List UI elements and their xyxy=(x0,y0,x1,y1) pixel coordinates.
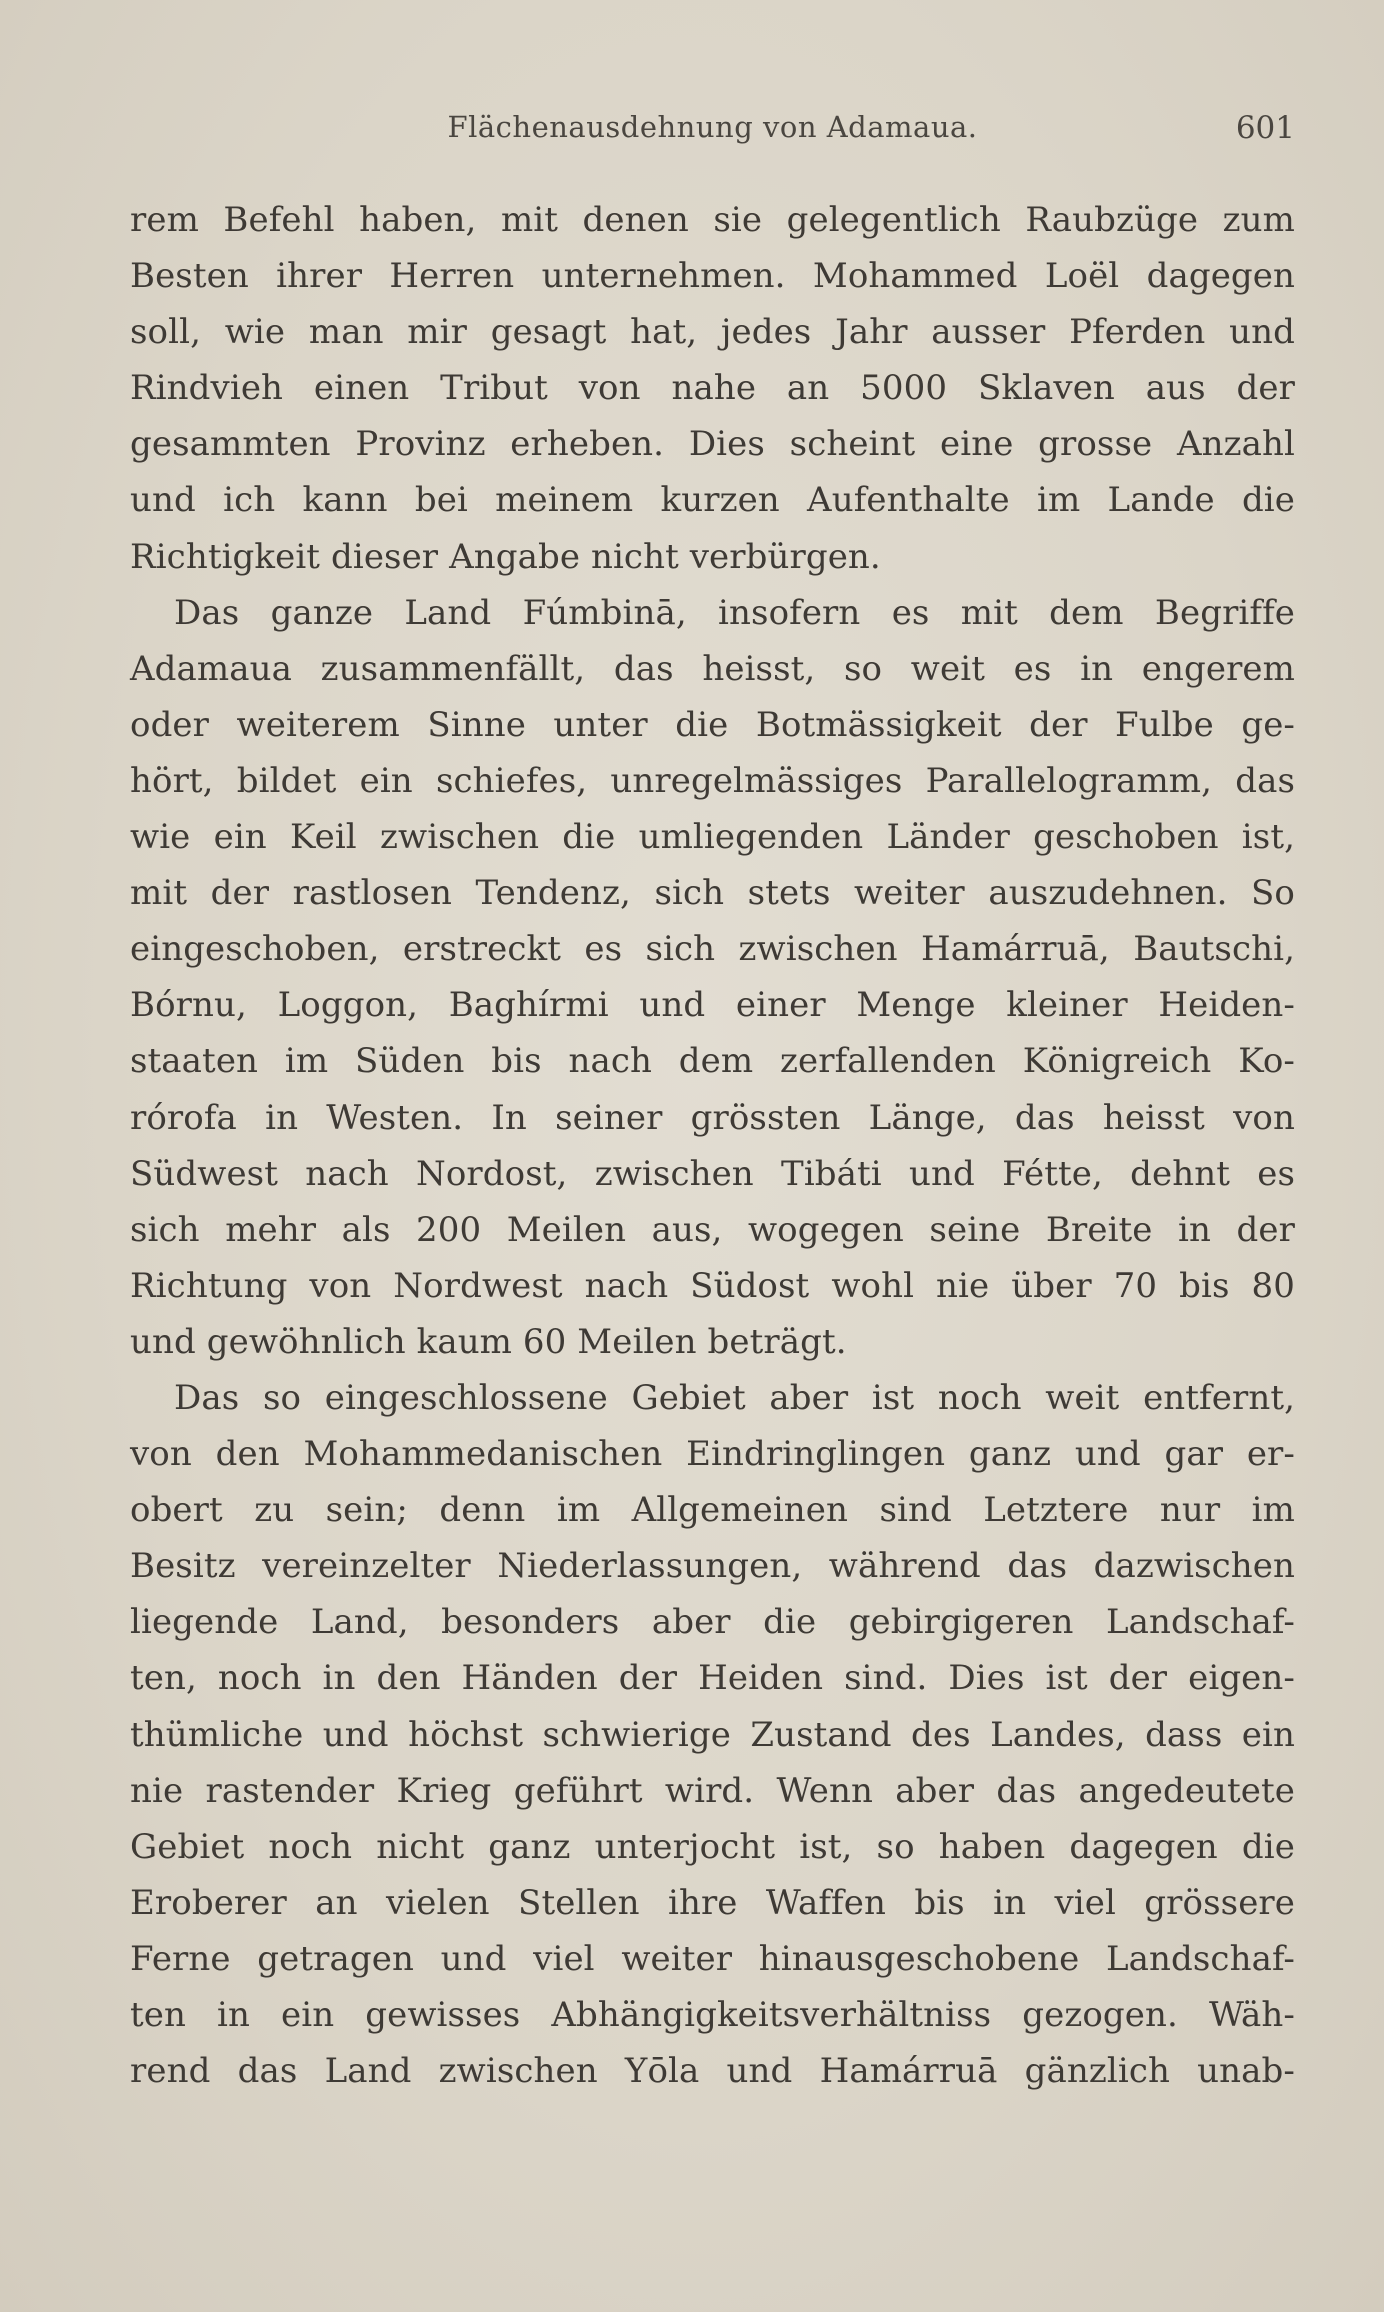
text-line: Bórnu, Loggon, Baghírmi und einer Menge kleiner Heiden- xyxy=(130,985,1295,1026)
text-line: ten in ein gewisses Abhängigkeitsverhältniss gezogen. Wäh- xyxy=(130,1995,1295,2035)
text-line: Richtigkeit dieser Angabe nicht verbürgen. xyxy=(130,536,881,577)
text-line: Das ganze Land Fúmbinā, insofern es mit dem Begriffe xyxy=(174,592,1295,633)
text-line: liegende Land, besonders aber die gebirgigeren Landschaf- xyxy=(130,1602,1295,1643)
text-line: Gebiet noch nicht ganz unterjocht ist, so haben dagegen die xyxy=(130,1826,1295,1867)
running-title: Flächenausdehnung von Adamaua. xyxy=(447,110,978,144)
text-line: rórofa in Westen. In seiner grössten Länge, das heisst von xyxy=(130,1097,1295,1138)
text-line: staaten im Süden bis nach dem zerfallenden Königreich Ko- xyxy=(130,1041,1295,1082)
text-line: mit der rastlosen Tendenz, sich stets weiter auszudehnen. So xyxy=(130,873,1295,914)
text-line: nie rastender Krieg geführt wird. Wenn aber das angedeutete xyxy=(130,1770,1295,1811)
text-line: Südwest nach Nordost, zwischen Tibáti und Fétte, dehnt es xyxy=(130,1153,1295,1194)
text-line: oder weiterem Sinne unter die Botmässigkeit der Fulbe ge- xyxy=(130,704,1295,745)
text-line: eingeschoben, erstreckt es sich zwischen Hamárruā, Bautschi, xyxy=(130,929,1295,970)
text-line: Ferne getragen und viel weiter hinausgeschobene Landschaf- xyxy=(130,1938,1295,1979)
text-line: Das so eingeschlossene Gebiet aber ist noch weit entfernt, xyxy=(174,1377,1295,1418)
text-line: hört, bildet ein schiefes, unregelmässiges Parallelogramm, das xyxy=(130,760,1295,801)
text-line: von den Mohammedanischen Eindringlingen ganz und gar er- xyxy=(130,1434,1295,1475)
body-text xyxy=(130,192,1295,2099)
text-line: Adamaua zusammenfällt, das heisst, so weit es in engerem xyxy=(130,648,1295,689)
text-line: Besitz vereinzelter Niederlassungen, während das dazwischen xyxy=(130,1546,1295,1587)
text-line: und ich kann bei meinem kurzen Aufenthalte im Lande die xyxy=(130,480,1295,521)
text-line: rend das Land zwischen Yōla und Hamárruā gänzlich unab- xyxy=(130,2051,1295,2092)
text-line: Rindvieh einen Tribut von nahe an 5000 Sklaven aus der xyxy=(130,368,1295,409)
text-line: Richtung von Nordwest nach Südost wohl nie über 70 bis 80 xyxy=(130,1265,1295,1306)
text-line: obert zu sein; denn im Allgemeinen sind Letztere nur im xyxy=(130,1490,1295,1531)
text-line: sich mehr als 200 Meilen aus, wogegen seine Breite in der xyxy=(130,1209,1295,1250)
text-line: thümliche und höchst schwierige Zustand des Landes, dass ein xyxy=(130,1714,1295,1755)
page-header xyxy=(130,110,1295,150)
text-line: Eroberer an vielen Stellen ihre Waffen bis in viel grössere xyxy=(130,1882,1295,1923)
text-line: gesammten Provinz erheben. Dies scheint eine grosse Anzahl xyxy=(130,424,1295,465)
text-line: wie ein Keil zwischen die umliegenden Länder geschoben ist, xyxy=(130,817,1295,858)
text-line: ten, noch in den Händen der Heiden sind. Dies ist der eigen- xyxy=(130,1658,1295,1699)
text-line: und gewöhnlich kaum 60 Meilen beträgt. xyxy=(130,1321,847,1362)
page-number: 601 xyxy=(1235,110,1295,146)
text-line: rem Befehl haben, mit denen sie gelegentlich Raubzüge zum xyxy=(130,200,1295,240)
text-line: soll, wie man mir gesagt hat, jedes Jahr ausser Pferden und xyxy=(130,312,1295,353)
text-line: Besten ihrer Herren unternehmen. Mohammed Loël dagegen xyxy=(130,256,1295,297)
